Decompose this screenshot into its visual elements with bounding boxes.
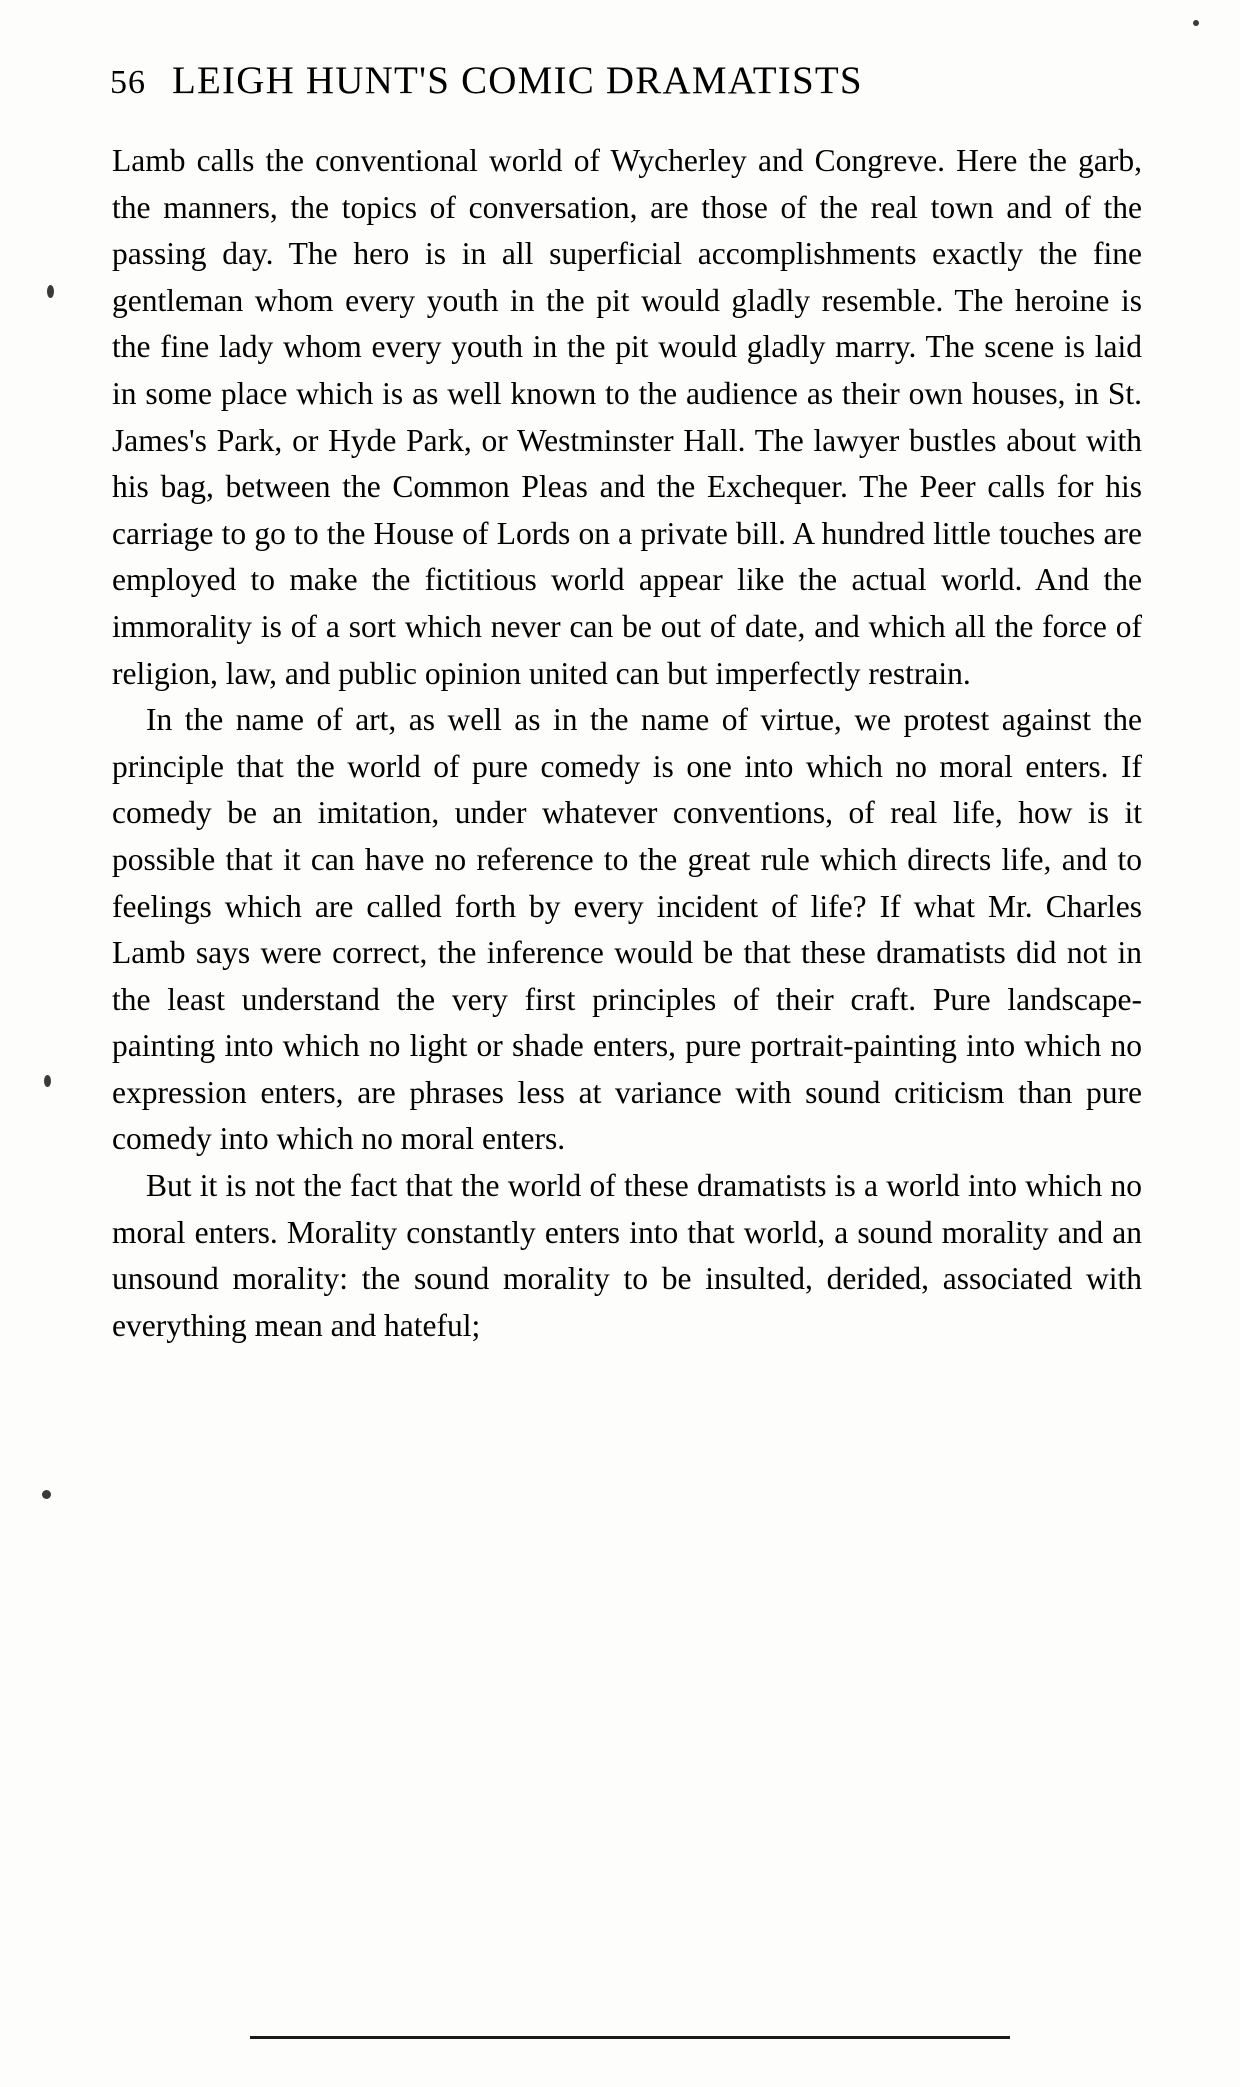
paragraph-1: Lamb calls the conventional world of Wycherley and Congreve. Here the garb, the manners, the topics of conversation, are those of the real town and of the passing day. The hero is in all superficial accomplishments exactly the fine gentleman whom every youth in the pit would gladly resemble. The heroine is the fine lady whom every youth in the pit would gladly marry. The scene is laid in some place which is as well known to the audience as their own houses, in St. James's Park, or Hyde Park, or Westminster Hall. The lawyer bustles about with his bag, between the Common Pleas and the Exchequer. The Peer calls for his carriage to go to the House of Lords on a private bill. A hundred little touches are employed to make the fictitious world appear like the actual world. And the immorality is of a sort which never can be out of date, and which all the force of religion, law, and public opinion united can but imperfectly restrain. — [112, 143, 1142, 691]
paragraph-3: But it is not the fact that the world of these dramatists is a world into which no moral enters. Morality constantly enters into that world, a sound morality and an unsound morality: the sound morality to be insulted, derided, associated with everything mean and hateful; — [112, 1168, 1142, 1343]
page-number: 56 — [110, 64, 146, 101]
scan-speck — [42, 1490, 51, 1499]
scan-speck — [44, 1075, 51, 1087]
scan-speck — [1193, 20, 1199, 26]
page-header — [110, 58, 1155, 103]
running-head: LEIGH HUNT'S COMIC DRAMATISTS — [172, 59, 863, 102]
paragraph-2: In the name of art, as well as in the name of virtue, we protest against the principle that the world of pure comedy is one into which no moral enters. If comedy be an imitation, under whatever conventions, of real life, how is it possible that it can have no reference to the great rule which directs life, and to feelings which are called forth by every incident of life? If what Mr. Charles Lamb says were correct, the inference would be that these dramatists did not in the least understand the very first principles of their craft. Pure landscape-painting into which no light or shade enters, pure portrait-painting into which no expression enters, are phrases less at variance with sound criticism than pure comedy into which no moral enters. — [112, 702, 1142, 1157]
body-text-column — [112, 138, 1142, 1349]
scan-speck — [47, 285, 54, 298]
footer-rule — [250, 2036, 1010, 2039]
